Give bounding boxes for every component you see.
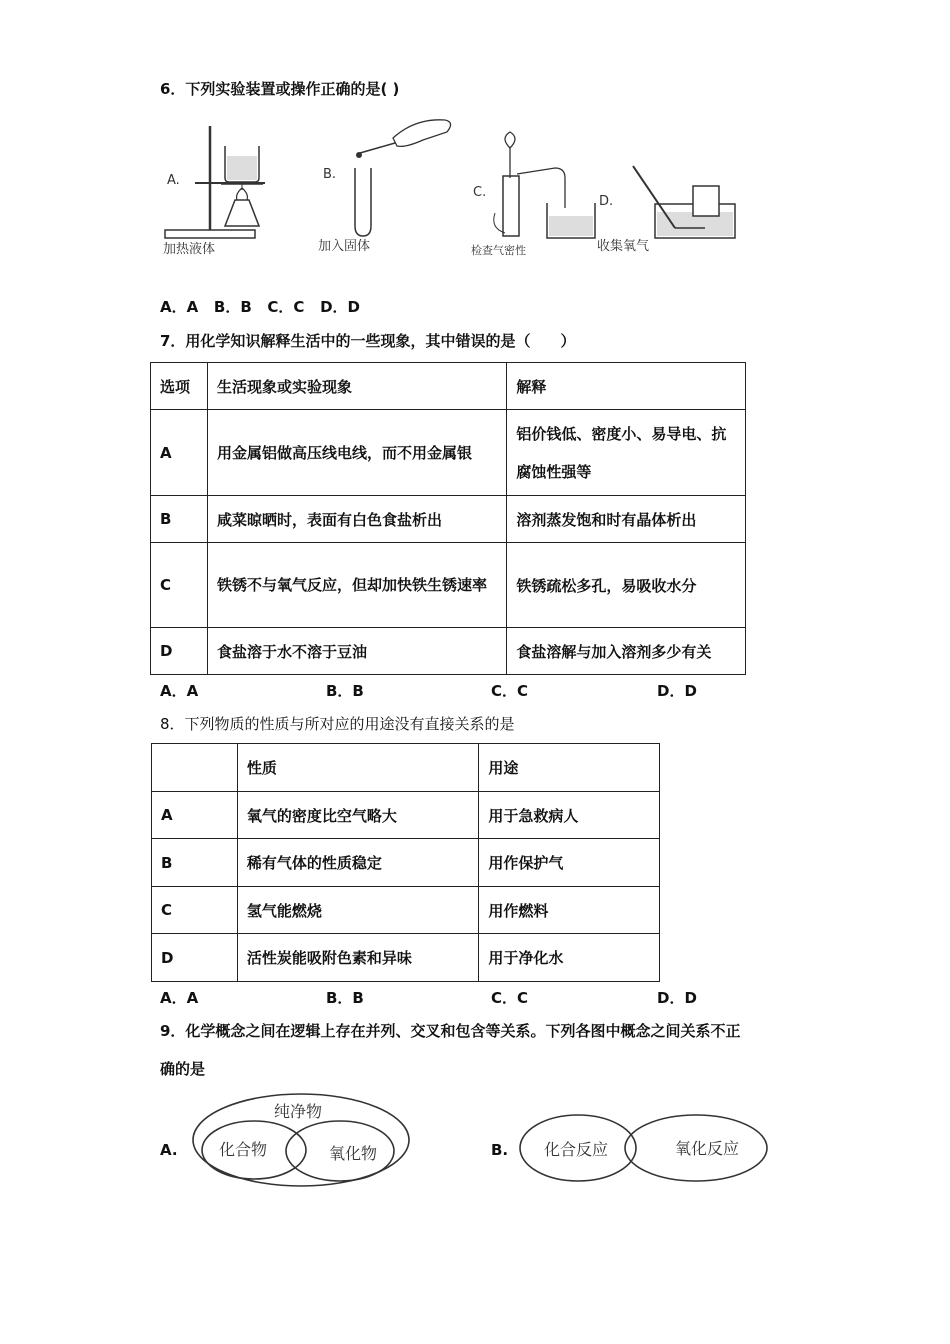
row-explanation: 铁锈疏松多孔，易吸收水分 [507,543,746,628]
q7-title: 7．用化学知识解释生活中的一些现象，其中错误的是（ ） [160,332,576,350]
table-row [152,839,660,887]
row-option: C [152,887,238,934]
row-phenomenon: 用金属铝做高压线电线，而不用金属银 [207,410,506,496]
q8-answer-a: A．A [160,989,199,1007]
table-header-row [152,744,660,792]
table-row [152,934,660,982]
header-explanation: 解释 [507,363,746,410]
table-row [152,792,660,839]
q7-answer-c: C．C [491,682,529,700]
row-property: 稀有气体的性质稳定 [237,839,478,887]
venn-a-left-label: 化合物 [219,1140,268,1159]
label-b: B. [323,167,337,182]
venn-a-right-label: 氧化物 [329,1144,378,1163]
apparatus-c-illustration [494,132,595,238]
row-phenomenon: 咸菜晾晒时，表面有白色食盐析出 [207,496,506,543]
row-use: 用作燃料 [479,887,660,934]
row-option: D [152,934,238,982]
label-a: A. [167,173,180,188]
apparatus-b-illustration [355,120,451,236]
q7-table [150,362,746,675]
row-option: D [151,628,208,675]
row-option: B [152,839,238,887]
header-phenomenon: 生活现象或实验现象 [207,363,506,410]
row-use: 用作保护气 [479,839,660,887]
row-use: 用于净化水 [479,934,660,982]
q7-answer-b: B．B [326,682,364,700]
caption-b: 加入固体 [318,239,371,254]
q8-answer-b: B．B [326,989,364,1007]
row-explanation: 铝价钱低、密度小、易导电、抗腐蚀性强等 [507,410,746,496]
table-row [151,496,746,543]
q8-title: 8．下列物质的性质与所对应的用途没有直接关系的是 [160,715,515,733]
venn-b-left-label: 化合反应 [544,1140,609,1159]
row-phenomenon: 食盐溶于水不溶于豆油 [207,628,506,675]
q9-venn-b [518,1112,773,1184]
q9-venn-a [190,1092,420,1192]
row-option: A [151,410,208,496]
header-option [152,744,238,792]
row-use: 用于急救病人 [479,792,660,839]
caption-d: 收集氧气 [597,239,650,254]
table-row [152,887,660,934]
apparatus-a-illustration [165,126,265,238]
q9-title-line2: 确的是 [160,1060,206,1078]
table-row [151,628,746,675]
q6-apparatus-figure [155,108,755,268]
venn-a-outer-label: 纯净物 [274,1102,323,1121]
q6-options: A．A B．B C．C D．D [160,298,361,316]
caption-a: 加热液体 [163,242,216,257]
label-c: C. [473,185,487,200]
venn-b-right-label: 氧化反应 [675,1139,740,1158]
header-property: 性质 [237,744,478,792]
label-d: D. [599,194,614,209]
q9-option-b-label: B. [491,1141,509,1159]
row-property: 活性炭能吸附色素和异味 [237,934,478,982]
row-explanation: 食盐溶解与加入溶剂多少有关 [507,628,746,675]
row-explanation: 溶剂蒸发饱和时有晶体析出 [507,496,746,543]
q8-answer-d: D．D [657,989,697,1007]
apparatus-d-illustration [633,166,735,238]
q6-title: 6．下列实验装置或操作正确的是( ) [160,80,400,98]
q8-answer-c: C．C [491,989,529,1007]
q8-table [151,743,660,982]
caption-c: 检查气密性 [471,244,526,257]
table-header-row [151,363,746,410]
q7-answer-a: A．A [160,682,199,700]
row-property: 氧气的密度比空气略大 [237,792,478,839]
q7-answer-d: D．D [657,682,697,700]
table-row [151,543,746,628]
q9-option-a-label: A. [160,1141,178,1159]
table-row [151,410,746,496]
q9-title-line1: 9．化学概念之间在逻辑上存在并列、交叉和包含等关系。下列各图中概念之间关系不正 [160,1022,741,1040]
row-property: 氢气能燃烧 [237,887,478,934]
row-phenomenon: 铁锈不与氧气反应，但却加快铁生锈速率 [207,543,506,628]
row-option: C [151,543,208,628]
header-option: 选项 [151,363,208,410]
row-option: B [151,496,208,543]
row-option: A [152,792,238,839]
header-use: 用途 [479,744,660,792]
